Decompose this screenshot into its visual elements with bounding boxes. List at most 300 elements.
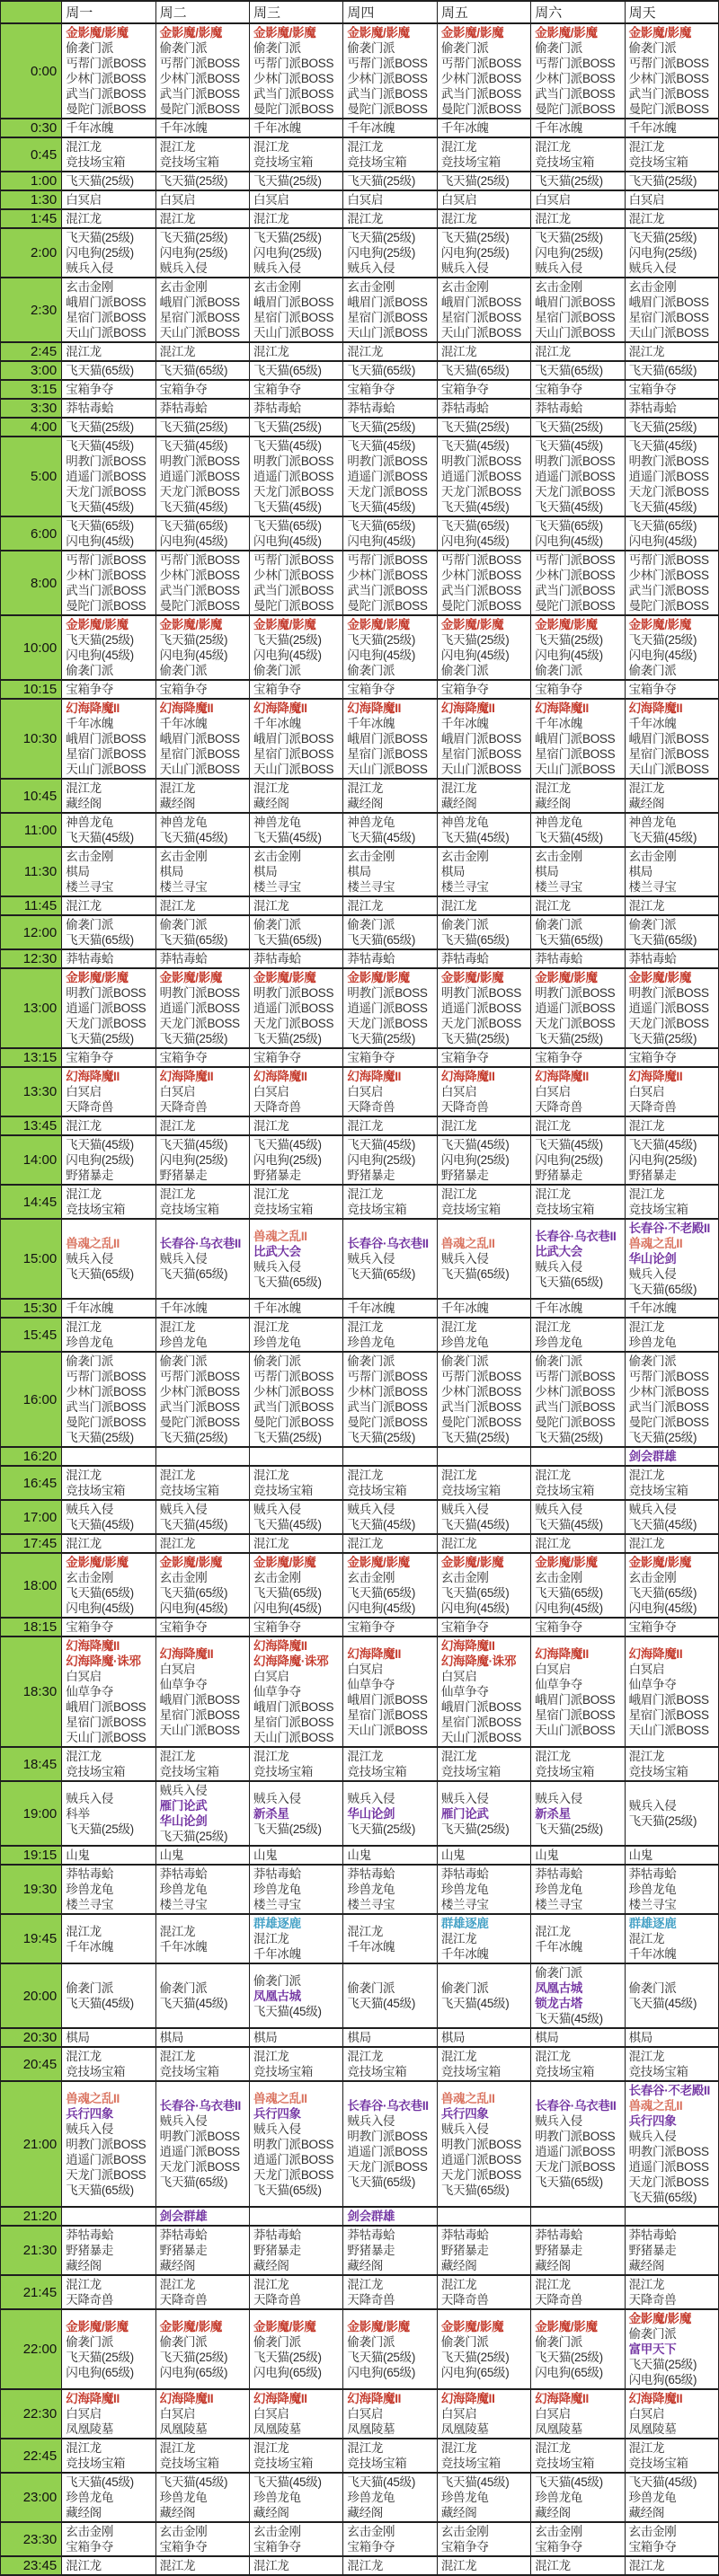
event-label: 闪电狗(25级) [535,1153,603,1167]
event-label: 飞天猫(45级) [440,1518,510,1531]
event-label: 飞天猫(65级) [159,364,228,377]
event-label: 武当门派BOSS [535,87,616,101]
day-header: 周三 [250,1,343,23]
event-label: 棋局 [440,2031,466,2044]
event-label: 闪电狗(25级) [66,1153,134,1167]
schedule-cell [437,1963,530,2028]
day-header: 周五 [437,1,530,23]
event-label: 武当门派BOSS [159,87,240,101]
event-label: 星宿门派BOSS [66,311,146,324]
event-label: 飞天猫(45级) [440,1138,510,1151]
event-label: 偷袭门派 [66,664,114,677]
event-label: 宝箱争夺 [66,1051,114,1064]
event-label: 明教门派BOSS [66,986,146,1000]
event-label: 幻海降魔II [535,2392,589,2405]
event-label: 少林门派BOSS [535,72,616,85]
event-label: 飞天猫(25级) [628,231,697,244]
schedule-cell [62,1447,155,1466]
event-label: 天降奇兽 [347,1100,395,1114]
event-label: 偷袭门派 [440,918,489,931]
event-label: 山鬼 [347,1848,371,1862]
schedule-cell [250,2473,343,2522]
schedule-cell [250,2028,343,2047]
event-label: 丐帮门派BOSS [440,1370,521,1383]
event-label: 飞天猫(25级) [253,633,322,647]
schedule-cell [437,615,530,680]
event-label: 群雄逐鹿 [253,1917,301,1930]
event-label: 闪电狗(65级) [253,2365,322,2379]
event-label: 明教门派BOSS [628,2145,709,2158]
event-label: 竞技场宝箱 [159,1203,219,1216]
schedule-cell [531,949,625,968]
schedule-cell [155,516,249,551]
event-label: 飞天猫(45级) [440,831,510,844]
event-label: 曼陀门派BOSS [347,599,428,613]
event-label: 仙草争夺 [66,1685,114,1698]
schedule-cell [437,2439,530,2473]
schedule-cell [625,2081,718,2207]
event-label: 莽牯毒蛤 [253,401,301,415]
schedule-cell [531,2389,625,2439]
event-label: 混江龙 [159,2050,196,2063]
event-label: 楼兰寻宝 [535,1898,583,1911]
event-label: 丐帮门派BOSS [628,553,709,567]
event-label: 凤凰陵墓 [66,2422,114,2436]
schedule-cell [625,680,718,699]
schedule-cell [62,2047,155,2081]
schedule-cell [250,190,343,209]
event-label: 曼陀门派BOSS [628,102,709,116]
event-label: 幻海降魔·诛邪 [440,1654,517,1668]
event-label: 飞天猫(45级) [66,1138,134,1151]
event-label: 飞天猫(25级) [253,1032,322,1045]
event-label: 少林门派BOSS [440,72,521,85]
event-label: 飞天猫(25级) [159,420,228,434]
event-label: 峨眉门派BOSS [347,296,428,309]
event-label: 千年冰魄 [535,121,583,135]
event-label: 玄击金刚 [66,280,114,294]
event-label: 飞天猫(25级) [535,1032,603,1045]
event-label: 闪电狗(65级) [159,2365,228,2379]
schedule-cell [625,119,718,137]
event-label: 野猪暴走 [628,1169,677,1182]
schedule-cell [343,699,437,779]
event-label: 竞技场宝箱 [535,1203,595,1216]
event-label: 飞天猫(65级) [253,364,322,377]
table-row [1,1914,719,1963]
event-label: 飞天猫(45级) [253,1518,322,1531]
event-label: 偷袭门派 [535,664,583,677]
event-label: 混江龙 [535,1187,571,1201]
schedule-cell [437,1846,530,1865]
event-label: 凤凰陵墓 [159,2422,208,2436]
schedule-cell [531,1219,625,1299]
schedule-cell [343,437,437,516]
schedule-cell [531,342,625,361]
event-label: 莽牯毒蛤 [535,2228,583,2242]
event-label: 幻海降魔·诛邪 [253,1654,329,1668]
event-label: 楼兰寻宝 [66,880,114,894]
event-label: 天山门派BOSS [66,763,146,776]
event-label: 飞天猫(45级) [535,831,603,844]
event-label: 混江龙 [535,2559,571,2572]
event-label: 丐帮门派BOSS [159,57,240,70]
event-label: 飞天猫(45级) [535,2012,603,2025]
event-label: 金影魔/影魔 [159,26,223,40]
schedule-cell [155,1048,249,1067]
event-label: 千年冰魄 [347,717,395,730]
event-label: 凤凰古城 [253,1989,301,2003]
schedule-cell [155,278,249,342]
schedule-cell [437,137,530,172]
event-label: 竞技场宝箱 [628,1203,688,1216]
event-label: 野猪暴走 [535,1169,583,1182]
table-row [1,1963,719,2028]
event-label: 宝箱争夺 [347,683,395,696]
schedule-cell [437,847,530,896]
event-label: 丐帮门派BOSS [253,553,334,567]
event-label: 莽牯毒蛤 [628,1867,677,1881]
event-label: 飞天猫(65级) [159,2175,228,2189]
schedule-cell [250,1318,343,1352]
event-label: 武当门派BOSS [535,584,616,597]
event-label: 贼兵入侵 [440,1791,489,1805]
event-label: 曼陀门派BOSS [535,102,616,116]
event-label: 剑会群雄 [159,2210,208,2223]
event-label: 飞天猫(25级) [535,174,603,188]
day-header: 周二 [155,1,249,23]
event-label: 飞天猫(65级) [440,1586,510,1600]
event-label: 千年冰魄 [440,1947,489,1961]
event-label: 楼兰寻宝 [66,1898,114,1911]
event-label: 玄击金刚 [535,1571,583,1584]
event-label: 白冥启 [66,193,102,207]
event-label: 金影魔/影魔 [347,618,410,631]
schedule-cell [250,1534,343,1553]
event-label: 野猪暴走 [253,1169,301,1182]
event-label: 武当门派BOSS [628,584,709,597]
schedule-cell [250,1447,343,1466]
event-label: 飞天猫(45级) [535,439,603,453]
schedule-cell [437,342,530,361]
schedule-cell [625,1618,718,1636]
event-label: 宝箱争夺 [628,683,677,696]
event-label: 山鬼 [253,1848,278,1862]
table-row [1,1553,719,1618]
event-label: 峨眉门派BOSS [253,1700,334,1714]
table-row [1,228,719,278]
schedule-cell [437,1299,530,1318]
event-label: 飞天猫(25级) [535,231,603,244]
event-label: 闪电狗(25级) [535,246,603,260]
schedule-cell [437,2028,530,2047]
event-label: 混江龙 [159,2441,196,2455]
event-label: 飞天猫(45级) [253,2475,322,2489]
schedule-cell [155,615,249,680]
table-row [1,2081,719,2207]
schedule-cell [437,418,530,437]
event-label: 金影魔/影魔 [66,26,129,40]
event-label: 飞天猫(45级) [66,500,134,514]
event-label: 金影魔/影魔 [347,971,410,984]
event-label: 星宿门派BOSS [440,1716,521,1729]
schedule-cell [437,1185,530,1219]
event-label: 星宿门派BOSS [535,1707,616,1722]
event-label: 野猪暴走 [159,2244,208,2257]
event-label: 星宿门派BOSS [253,1716,334,1729]
schedule-cell [531,896,625,915]
time-label: 16:20 [1,1447,62,1466]
schedule-cell [531,2047,625,2081]
event-label: 偷袭门派 [66,918,114,931]
event-label: 明教门派BOSS [440,454,521,468]
event-label: 闪电狗(45级) [253,1601,322,1615]
event-label: 千年冰魄 [440,1301,489,1315]
schedule-cell [343,2389,437,2439]
event-label: 天山门派BOSS [347,1723,428,1737]
event-label: 宝箱争夺 [66,2540,114,2554]
event-label: 珍兽龙龟 [347,1336,395,1349]
event-label: 幻海降魔II [628,1070,683,1083]
event-label: 野猪暴走 [66,1169,114,1182]
event-label: 幻海降魔II [253,1070,307,1083]
event-label: 贼兵入侵 [440,1252,489,1266]
schedule-cell [343,1914,437,1963]
schedule-cell [343,949,437,968]
schedule-cell [437,1067,530,1116]
event-label: 幻海降魔·诛邪 [66,1654,141,1668]
event-label: 莽牯毒蛤 [66,1867,114,1881]
schedule-cell [62,1185,155,1219]
table-row [1,172,719,190]
event-label: 武当门派BOSS [347,1400,428,1414]
event-label: 飞天猫(25级) [66,231,134,244]
schedule-cell [437,1116,530,1135]
schedule-cell [437,437,530,516]
event-label: 仙草争夺 [159,1677,208,1691]
event-label: 飞天猫(25级) [347,2350,416,2364]
schedule-cell [437,190,530,209]
event-label: 丐帮门派BOSS [347,57,428,70]
table-row [1,418,719,437]
schedule-cell [531,1534,625,1553]
schedule-cell [437,1500,530,1534]
event-label: 星宿门派BOSS [628,311,709,324]
event-label: 武当门派BOSS [347,87,428,101]
schedule-cell [250,2275,343,2309]
schedule-cell [62,2028,155,2047]
schedule-cell [625,1048,718,1067]
schedule-cell [625,1747,718,1781]
schedule-cell [531,172,625,190]
event-label: 野猪暴走 [159,1169,208,1182]
table-row [1,2028,719,2047]
event-label: 珍兽龙龟 [535,2491,583,2504]
schedule-cell [155,2309,249,2389]
table-row [1,1747,719,1781]
event-label: 藏经阁 [159,797,196,810]
event-label: 逍遥门派BOSS [440,2152,521,2166]
table-row [1,699,719,779]
event-label: 白冥启 [253,2407,289,2421]
event-label: 莽牯毒蛤 [347,401,395,415]
schedule-cell [250,418,343,437]
event-label: 混江龙 [440,140,477,154]
event-label: 丐帮门派BOSS [66,57,146,70]
event-label: 宝箱争夺 [159,383,208,396]
event-label: 飞天猫(45级) [535,500,603,514]
event-label: 闪电狗(65级) [440,2365,510,2379]
schedule-cell [625,896,718,915]
event-label: 比武大会 [253,1244,301,1258]
schedule-cell [531,1352,625,1447]
time-label: 16:00 [1,1352,62,1447]
event-label: 飞天猫(45级) [66,2475,134,2489]
event-label: 混江龙 [440,1750,477,1763]
event-label: 混江龙 [66,1924,102,1938]
schedule-cell [62,2556,155,2575]
schedule-cell [437,399,530,418]
schedule-cell [155,437,249,516]
event-label: 飞天猫(25级) [628,1032,697,1045]
event-label: 飞天猫(65级) [347,364,416,377]
event-label: 混江龙 [159,212,196,225]
event-label: 幻海降魔II [535,701,589,715]
event-label: 白冥启 [66,2407,102,2421]
event-label: 藏经阁 [440,797,477,810]
event-label: 混江龙 [66,2278,102,2291]
schedule-cell [155,1747,249,1781]
event-label: 莽牯毒蛤 [440,952,489,966]
event-label: 明教门派BOSS [66,454,146,468]
schedule-cell [343,1534,437,1553]
event-label: 棋局 [628,2031,652,2044]
schedule-cell [155,2522,249,2556]
event-label: 飞天猫(25级) [66,174,134,188]
schedule-cell [437,2309,530,2389]
time-label: 2:00 [1,228,62,278]
event-label: 混江龙 [628,1469,665,1482]
table-row [1,949,719,968]
event-label: 飞天猫(25级) [159,174,228,188]
event-label: 金影魔/影魔 [253,618,316,631]
event-label: 飞天猫(25级) [253,174,322,188]
schedule-cell [343,1636,437,1747]
schedule-cell [437,2522,530,2556]
event-label: 武当门派BOSS [440,1400,521,1414]
schedule-cell [343,2207,437,2226]
event-label: 混江龙 [66,1469,102,1482]
schedule-cell [343,1219,437,1299]
event-label: 闪电狗(45级) [535,1601,603,1615]
event-label: 混江龙 [347,140,384,154]
event-label: 飞天猫(65级) [66,364,134,377]
event-label: 飞天猫(45级) [628,1518,697,1531]
schedule-cell [437,2207,530,2226]
event-label: 长春谷·乌衣巷II [535,1229,617,1243]
event-label: 兽魂之乱II [66,1237,120,1250]
event-label: 丐帮门派BOSS [66,553,146,567]
schedule-cell [343,516,437,551]
event-label: 宝箱争夺 [628,383,677,396]
event-label: 飞天猫(25级) [440,633,510,647]
event-label: 飞天猫(45级) [347,1997,416,2010]
schedule-cell [625,2275,718,2309]
table-row [1,516,719,551]
schedule-cell [531,2028,625,2047]
schedule-cell [625,779,718,813]
event-label: 偷袭门派 [347,1981,395,1995]
table-row [1,119,719,137]
schedule-cell [62,1636,155,1747]
event-label: 飞天猫(65级) [347,519,416,533]
event-label: 峨眉门派BOSS [440,296,521,309]
event-label: 金影魔/影魔 [159,2319,223,2333]
event-label: 幻海降魔II [440,1639,495,1653]
event-label: 贼兵入侵 [440,261,489,275]
event-label: 飞天猫(65级) [159,1586,228,1600]
schedule-cell [250,361,343,380]
event-label: 偷袭门派 [347,918,395,931]
event-label: 金影魔/影魔 [253,2319,316,2333]
schedule-cell [62,278,155,342]
event-label: 白冥启 [159,2407,196,2421]
event-label: 宝箱争夺 [628,1051,677,1064]
event-label: 飞天猫(65级) [66,1267,134,1281]
event-label: 金影魔/影魔 [347,1556,410,1569]
event-label: 飞天猫(65级) [535,1275,603,1289]
event-label: 宝箱争夺 [253,1620,301,1634]
schedule-cell [155,1185,249,1219]
schedule-cell [437,896,530,915]
schedule-cell [250,119,343,137]
event-label: 棋局 [628,865,652,878]
schedule-cell [62,779,155,813]
table-row [1,1500,719,1534]
event-label: 飞天猫(65级) [440,2183,510,2197]
schedule-cell [531,2522,625,2556]
event-label: 宝箱争夺 [440,2540,489,2554]
table-row [1,437,719,516]
event-label: 曼陀门派BOSS [159,102,240,116]
day-header: 周一 [62,1,155,23]
event-label: 峨眉门派BOSS [66,732,146,745]
event-label: 藏经阁 [159,2506,196,2519]
time-label: 19:00 [1,1781,62,1846]
event-label: 飞天猫(25级) [347,231,416,244]
event-label: 闪电狗(25级) [347,246,416,260]
event-label: 明教门派BOSS [66,2137,146,2151]
event-label: 贼兵入侵 [347,2114,395,2128]
event-label: 逍遥门派BOSS [347,2145,428,2158]
schedule-cell [250,1963,343,2028]
event-label: 少林门派BOSS [628,72,709,85]
event-label: 兽魂之乱II [440,1237,495,1250]
event-label: 明教门派BOSS [440,2137,521,2151]
event-label: 藏经阁 [253,2259,289,2272]
event-label: 长春谷·乌衣巷II [159,2099,241,2113]
schedule-cell [250,228,343,278]
schedule-cell [437,968,530,1048]
event-label: 莽牯毒蛤 [66,401,114,415]
schedule-cell [62,1067,155,1116]
event-label: 混江龙 [535,2278,571,2291]
schedule-cell [531,2439,625,2473]
event-label: 白冥启 [535,2407,571,2421]
event-label: 竞技场宝箱 [253,1765,314,1778]
event-label: 偷袭门派 [159,2334,208,2349]
event-label: 凤凰陵墓 [347,2422,395,2436]
